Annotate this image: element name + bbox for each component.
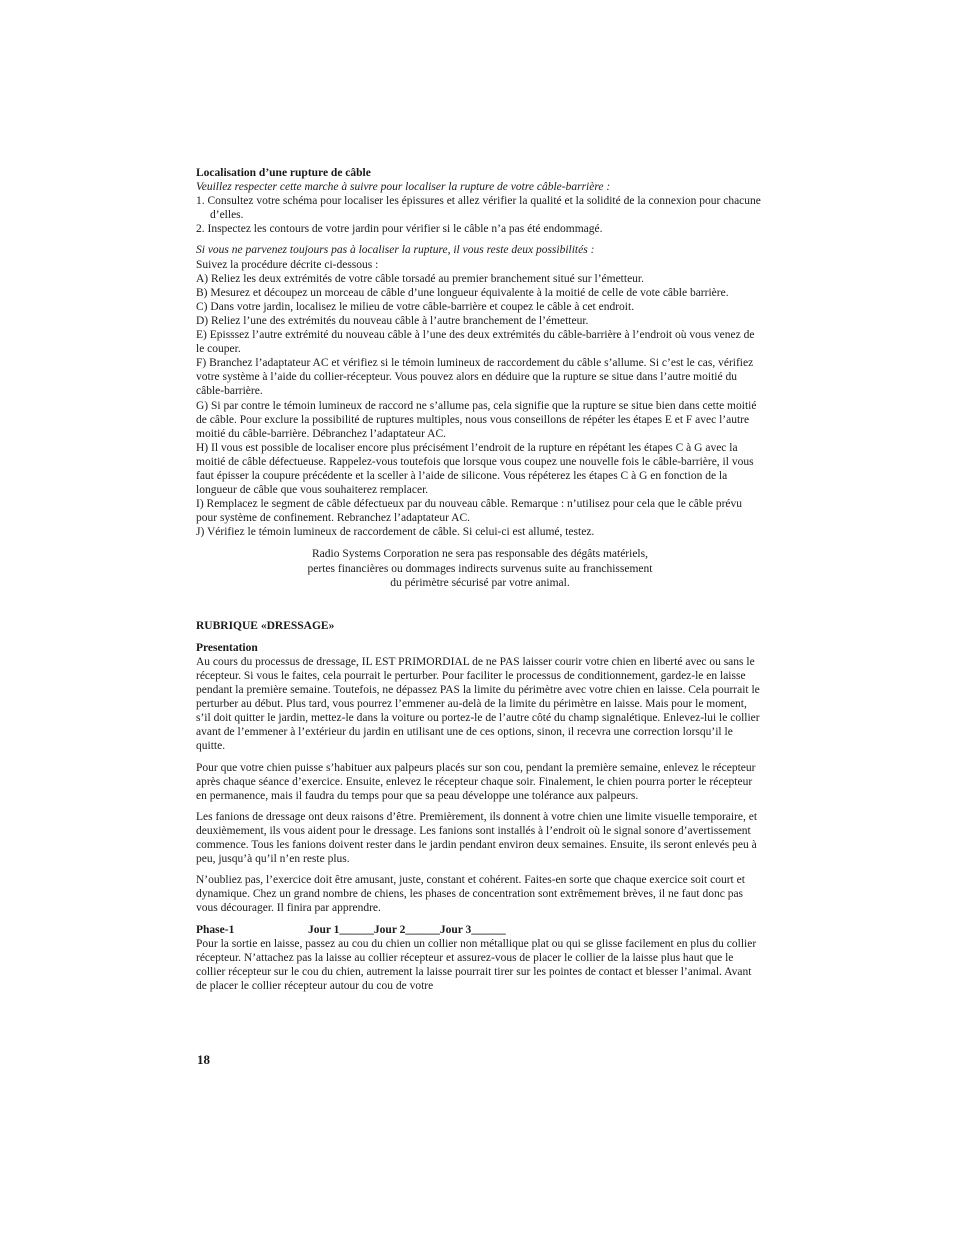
procedure-step-a: A) Reliez les deux extrémités de votre câble torsadé au premier branchement situé sur l’émetteur. [196, 272, 645, 285]
section-title-cable-break: Localisation d’une rupture de câble [196, 167, 371, 179]
phase-1-header [196, 923, 764, 937]
phase-1-days: Jour 1______Jour 2______Jour 3______ [308, 923, 506, 936]
training-paragraph-3: Les fanions de dressage ont deux raisons d’être. Premièrement, ils donnent à votre chien une limite visuelle temporaire, et deuxièmement, ils vous aident pour le dressage. Les fanions sont installés à l’endroit où le signal sonore d’avertissement commence. Tous les fanions doivent rester dans le jardin pendant environ deux semaines. Ensuite, ils seront enlevés peu à peu, jusqu’à qu’il n’en reste plus. [196, 810, 758, 866]
check-step-2: 2. Inspectez les contours de votre jardin pour vérifier si le câble n’a pas été endommagé. [196, 223, 603, 236]
procedure-step-j: J) Vérifiez le témoin lumineux de raccordement de câble. Si celui-ci est allumé, testez. [196, 526, 595, 539]
procedure-step-b: B) Mesurez et découpez un morceau de câble d’une longueur équivalente à la moitié de celle de vote câble barrière. [196, 286, 729, 299]
procedure-step-f: F) Branchez l’adaptateur AC et vérifiez si le témoin lumineux de raccordement du câble s’allume. Si c’est le cas, vérifiez votre système à l’aide du collier-récepteur. Vous pouvez alors en déduire que la rupture se situe dans l’autre moitié du câble-barrière. [196, 357, 754, 398]
training-paragraph-1: Au cours du processus de dressage, IL EST PRIMORDIAL de ne PAS laisser courir votre chien en liberté avec ou sans le récepteur. Si vous le faites, cela pourrait le perturber. Pour faciliter le processus de conditionnement, gardez-le en laisse pendant la première semaine. Toutefois, ne dépassez PAS la limite du périmètre avec votre chien en laisse. Cela pourrait le perturber au début. Plus tard, vous pourrez l’emmener au-delà de la limite du périmètre en laisse. Mais pour le moment, s’il doit quitter le jardin, mettez-le dans la voiture ou portez-le de l’autre côté du champ signalétique. Enlevez-lui le collier avant de l’emmener à l’extérieur du jardin en utilisant une de ces options, sinon, il recevra une correction lorsqu’il le quitte. [196, 655, 760, 753]
liability-disclaimer [196, 547, 764, 589]
check-step-1: 1. Consultez votre schéma pour localiser les épissures et allez vérifier la qualité et la solidité de la connexion pour chacune d’elles. [196, 195, 761, 222]
alternative-intro: Si vous ne parvenez toujours pas à localiser la rupture, il vous reste deux possibilités : [196, 244, 595, 257]
procedure-step-i: I) Remplacez le segment de câble défectueux par du nouveau câble. Remarque : n’utilisez pour cela que le câble prévu pour système de confinement. Rebranchez l’adaptateur AC. [196, 498, 742, 525]
training-paragraph-4: N’oubliez pas, l’exercice doit être amusant, juste, constant et cohérent. Faites-en sorte que chaque exercice soit court et dynamique. Chez un grand nombre de chiens, les phases de concentration sont extrêmement brèves, il ne faut donc pas vous décourager. Il finira par apprendre. [196, 874, 745, 915]
procedure-step-h: H) Il vous est possible de localiser encore plus précisément l’endroit de la rupture en répétant les étapes C à G avec la moitié de câble défectueuse. Rappelez-vous toutefois que lorsque vous coupez une nouvelle fois le câble-barrière, il vous faut épisser la coupure précédente et la sceller à l’aide de silicone. Vous répéterez les étapes C à G en fonction de la longueur de câble que vous souhaiterez remplacer. [196, 441, 754, 497]
procedure-step-d: D) Reliez l’une des extrémités du nouveau câble à l’autre branchement de l’émetteur. [196, 314, 589, 327]
disclaimer-line-2: pertes financières ou dommages indirects survenus suite au franchissement [307, 562, 653, 575]
cable-break-intro: Veuillez respecter cette marche à suivre pour localiser la rupture de votre câble-barrière : [196, 181, 611, 194]
section-title-training: RUBRIQUE «DRESSAGE» [196, 619, 335, 632]
presentation-subtitle: Presentation [196, 641, 258, 654]
procedure-step-e: E) Episssez l’autre extrémité du nouveau câble à l’une des deux extrémités du câble-barrière à l’endroit où vous venez de le couper. [196, 329, 755, 356]
page-content [196, 166, 764, 993]
phase-1-label: Phase-1 [196, 923, 235, 936]
training-paragraph-2: Pour que votre chien puisse s’habituer aux palpeurs placés sur son cou, pendant la première semaine, enlevez le récepteur après chaque séance d’exercice. Ensuite, enlevez le récepteur chaque soir. Finalement, le chien pourra porter le récepteur en permanence, mais il faudra du temps pour que sa peau développe une tolérance aux palpeurs. [196, 761, 756, 802]
disclaimer-line-1: Radio Systems Corporation ne sera pas responsable des dégâts matériels, [312, 548, 648, 561]
procedure-intro: Suivez la procédure décrite ci-dessous : [196, 258, 379, 271]
phase-1-text: Pour la sortie en laisse, passez au cou du chien un collier non métallique plat ou qui se glisse facilement en plus du collier récepteur. N’attachez pas la laisse au collier récepteur et assurez-vous de placer le collier de la laisse plus haut que le collier récepteur sur le cou du chien, autrement la laisse pourrait tirer sur les pointes de contact et blesser l’animal. Avant de placer le collier récepteur autour du cou de votre [196, 937, 757, 992]
disclaimer-line-3: du périmètre sécurisé par votre animal. [390, 576, 570, 589]
procedure-step-g: G) Si par contre le témoin lumineux de raccord ne s’allume pas, cela signifie que la rupture se situe bien dans cette moitié de câble. Pour exclure la possibilité de ruptures multiples, nous vous conseillons de répéter les étapes E et F avec l’autre moitié du câble-barrière. Débranchez l’adaptateur AC. [196, 399, 757, 440]
page-number: 18 [197, 1052, 210, 1067]
procedure-step-c: C) Dans votre jardin, localisez le milieu de votre câble-barrière et coupez le câble à cet endroit. [196, 300, 635, 313]
